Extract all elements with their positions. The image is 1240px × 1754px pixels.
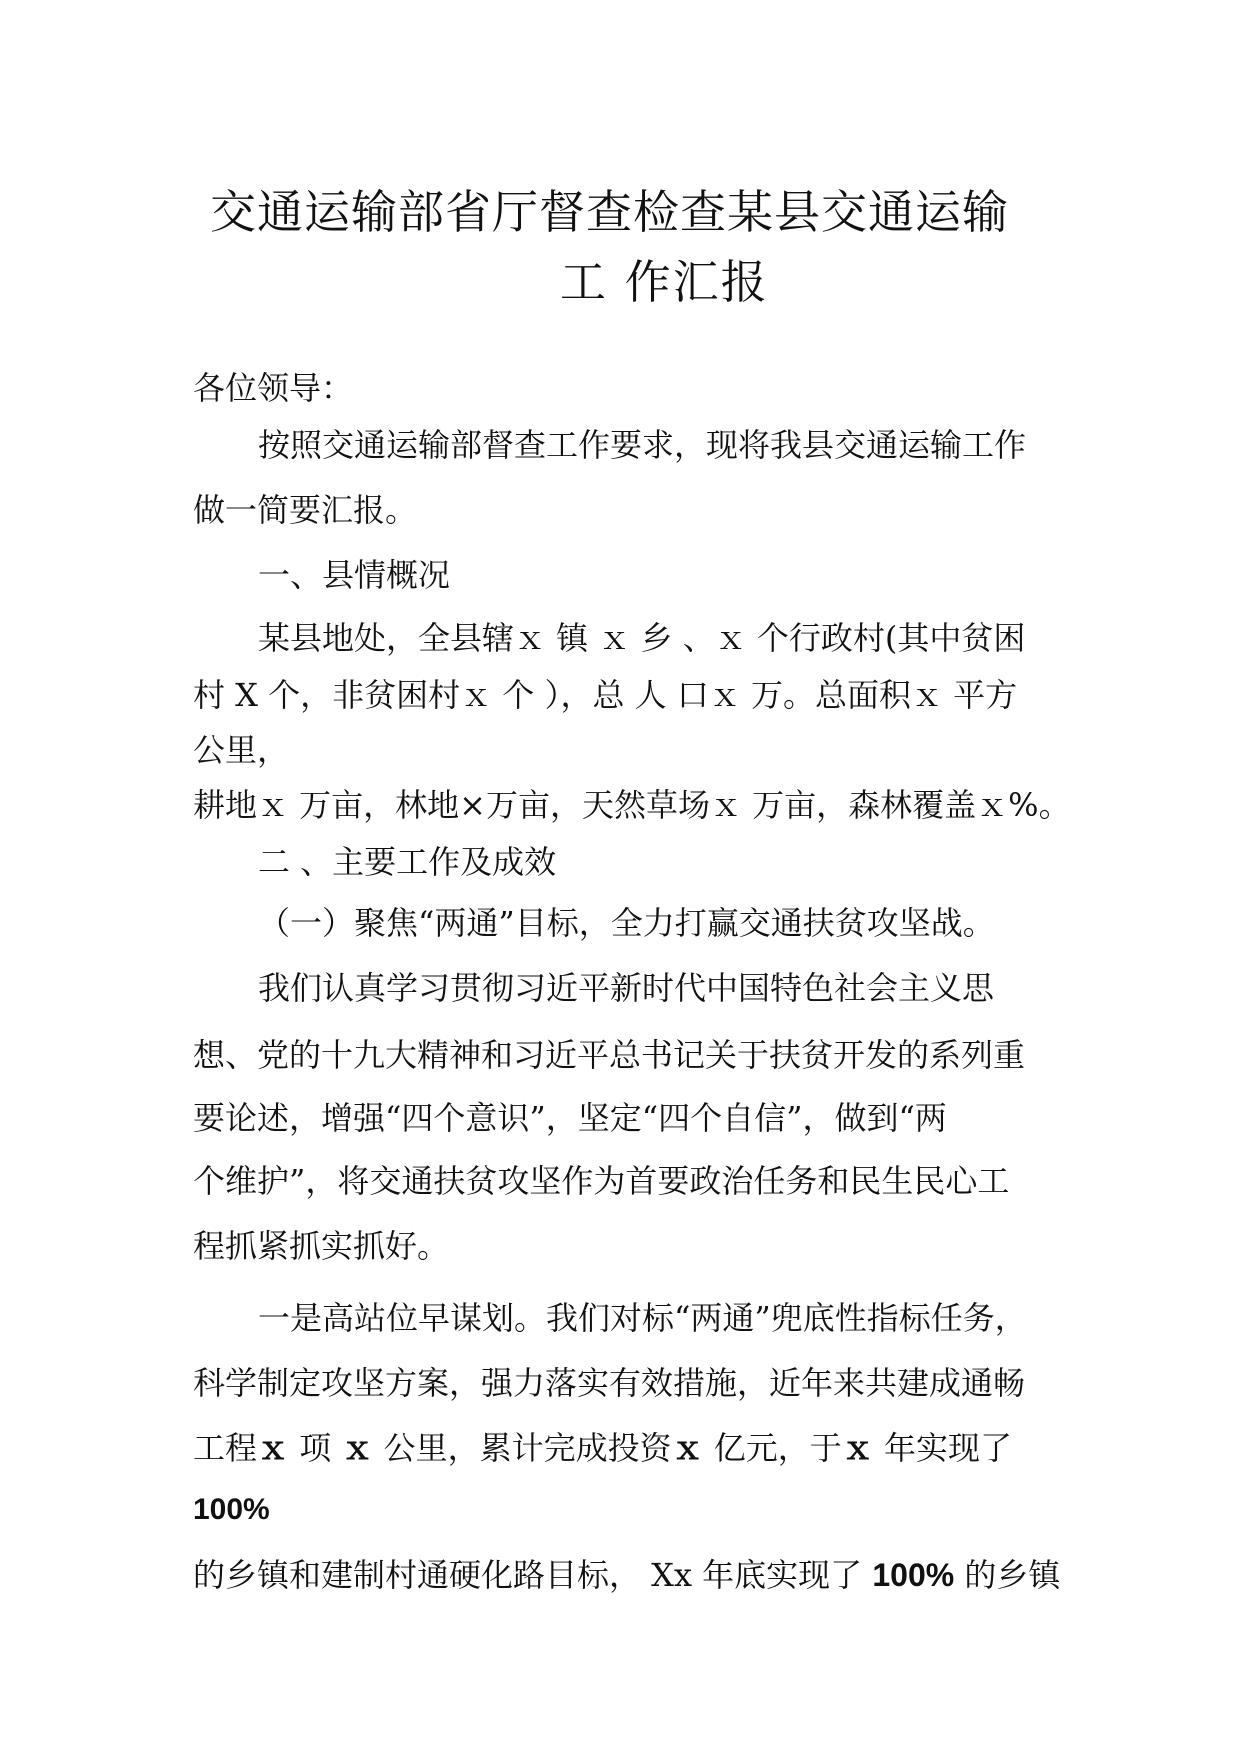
paragraph-study-line-3: 要论述，增强“四个意识”，坚定“四个自信”，做到“两 — [193, 1099, 947, 1137]
paragraph-intro-line-1: 按照交通运输部督查工作要求，现将我县交通运输工作 — [258, 426, 1027, 464]
text-segment: 亿元，于 — [703, 1429, 842, 1467]
paragraph-county-line-2: 村 X 个，非贫困村ｘ 个 ），总 人 口ｘ 万。总面积ｘ 平方 — [193, 676, 1018, 714]
bold-x: ｘ — [341, 1429, 374, 1467]
paragraph-planning-line-4: 100% — [193, 1493, 270, 1526]
paragraph-study-line-4: 个维护”，将交通扶贫攻坚作为首要政治任务和民生民心工 — [193, 1162, 1010, 1200]
section-heading-1: 一、县情概况 — [258, 556, 451, 594]
paragraph-county-line-4: 耕地ｘ 万亩，林地×万亩，天然草场ｘ 万亩，森林覆盖ｘ%。 — [193, 786, 1071, 824]
section-heading-2: 二 、主要工作及成效 — [258, 843, 557, 881]
subheading-1: （一）聚焦“两通”目标，全力打赢交通扶贫攻坚战。 — [258, 904, 995, 942]
paragraph-study-line-1: 我们认真学习贯彻习近平新时代中国特色社会主义思 — [258, 969, 995, 1007]
text-segment: 的乡镇 — [954, 1556, 1061, 1594]
text-segment: 公里，累计完成投资 — [373, 1429, 672, 1467]
text-segment: 的乡镇和建制村通硬化路目标， Xx 年底实现了 — [193, 1556, 873, 1594]
paragraph-planning-line-5 — [193, 1555, 1060, 1595]
paragraph-planning-line-3 — [193, 1428, 1012, 1468]
bold-x: ｘ — [257, 1429, 290, 1467]
document-title-line-2: 工 作汇报 — [560, 255, 769, 309]
paragraph-county-line-1: 某县地处，全县辖ｘ 镇 ｘ 乡 、ｘ 个行政村(其中贫困 — [258, 619, 1026, 657]
salutation: 各位领导： — [193, 369, 354, 407]
bold-x: ｘ — [841, 1429, 874, 1467]
text-segment: 工程 — [193, 1429, 258, 1467]
text-segment: 年实现了 — [873, 1429, 1012, 1467]
paragraph-study-line-5: 程抓紧抓实抓好。 — [193, 1227, 450, 1265]
paragraph-study-line-2: 想、党的十九大精神和习近平总书记关于扶贫开发的系列重 — [193, 1036, 1026, 1074]
paragraph-planning-line-2: 科学制定攻坚方案，强力落实有效措施，近年来共建成通畅 — [193, 1364, 1026, 1402]
paragraph-planning-line-1: 一是高站位早谋划。我们对标“两通”兜底性指标任务， — [258, 1299, 1027, 1337]
paragraph-county-line-3: 公里， — [193, 731, 290, 769]
bold-percent: 100% — [872, 1557, 955, 1593]
bold-x: ｘ — [671, 1429, 704, 1467]
document-title-line-1: 交通运输部省厅督查检查某县交通运输 — [210, 185, 1009, 239]
text-segment: 项 — [289, 1429, 342, 1467]
paragraph-intro-line-2: 做一简要汇报。 — [193, 491, 418, 529]
